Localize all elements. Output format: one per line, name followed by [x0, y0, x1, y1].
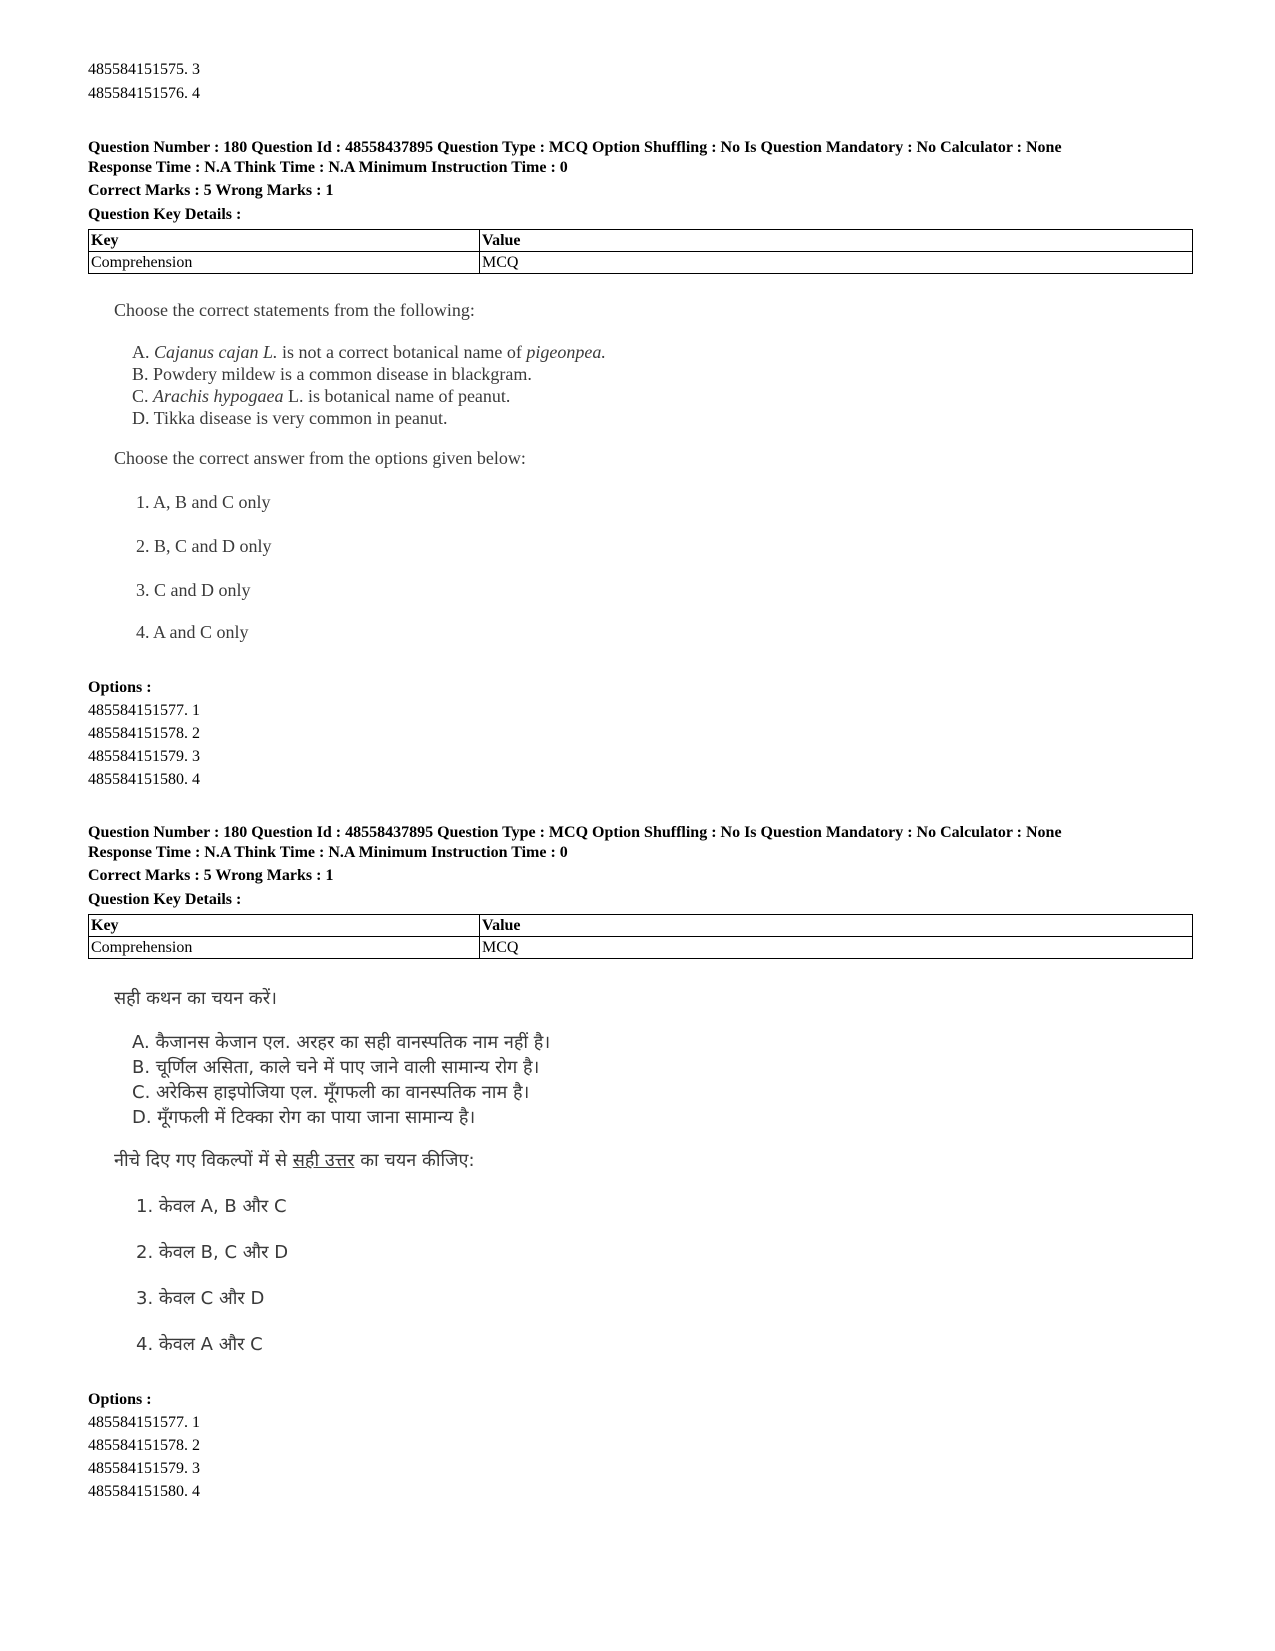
option-line: 485584151576. 4 — [88, 85, 200, 102]
value-header: Value — [480, 915, 1193, 937]
key-header: Key — [89, 230, 480, 252]
key-header: Key — [89, 915, 480, 937]
question-prompt: Choose the correct statements from the following: — [114, 300, 475, 320]
key-details-table — [88, 229, 1193, 274]
answer-choice: 4. केवल A और C — [136, 1334, 263, 1355]
statement-c: C. अरेकिस हाइपोजिया एल. मूँगफली का वानस्पतिक नाम है। — [132, 1082, 530, 1103]
value-header: Value — [480, 230, 1193, 252]
answer-choice: 4. A and C only — [136, 622, 249, 642]
question-image-hindi — [112, 986, 632, 1366]
question-prompt: सही कथन का चयन करें। — [114, 988, 277, 1009]
key-details-label: Question Key Details : — [88, 891, 242, 908]
question-instruction: Choose the correct answer from the options given below: — [114, 448, 526, 468]
key-details-label: Question Key Details : — [88, 206, 242, 223]
statement-c: C. Arachis hypogaea L. is botanical name of peanut. — [132, 386, 511, 406]
answer-choice: 1. केवल A, B और C — [136, 1196, 287, 1217]
answer-choice: 3. केवल C और D — [136, 1288, 265, 1309]
question-image-english — [112, 300, 672, 670]
option-line: 485584151578. 2 — [88, 725, 200, 742]
question-instruction: नीचे दिए गए विकल्पों में से सही उत्तर का चयन कीजिए: — [114, 1150, 475, 1171]
answer-choice: 2. B, C and D only — [136, 536, 272, 556]
option-line: 485584151579. 3 — [88, 1460, 200, 1477]
options-label: Options : — [88, 1391, 152, 1408]
question-marks: Correct Marks : 5 Wrong Marks : 1 — [88, 182, 334, 199]
option-line: 485584151580. 4 — [88, 1483, 200, 1500]
question-header-timing: Response Time : N.A Think Time : N.A Minimum Instruction Time : 0 — [88, 159, 568, 176]
option-line: 485584151578. 2 — [88, 1437, 200, 1454]
option-line: 485584151579. 3 — [88, 748, 200, 765]
statement-b: B. Powdery mildew is a common disease in blackgram. — [132, 364, 532, 384]
question-marks: Correct Marks : 5 Wrong Marks : 1 — [88, 867, 334, 884]
statement-d: D. Tikka disease is very common in peanut. — [132, 408, 448, 428]
option-line: 485584151580. 4 — [88, 771, 200, 788]
question-header: Question Number : 180 Question Id : 48558437895 Question Type : MCQ Option Shuffling : No Is Question Mandatory : No Calculator : None — [88, 139, 1062, 156]
statement-b: B. चूर्णिल असिता, काले चने में पाए जाने वाली सामान्य रोग है। — [132, 1057, 540, 1078]
answer-choice: 1. A, B and C only — [136, 492, 271, 512]
key-details-table — [88, 914, 1193, 959]
answer-choice: 3. C and D only — [136, 580, 251, 600]
question-header-timing: Response Time : N.A Think Time : N.A Minimum Instruction Time : 0 — [88, 844, 568, 861]
key-cell: Comprehension — [89, 937, 480, 959]
key-cell: Comprehension — [89, 252, 480, 274]
option-line: 485584151577. 1 — [88, 702, 200, 719]
option-line: 485584151577. 1 — [88, 1414, 200, 1431]
statement-a: A. Cajanus cajan L. is not a correct botanical name of pigeonpea. — [132, 342, 606, 362]
option-line: 485584151575. 3 — [88, 61, 200, 78]
options-label: Options : — [88, 679, 152, 696]
statement-d: D. मूँगफली में टिक्का रोग का पाया जाना सामान्य है। — [132, 1107, 476, 1128]
value-cell: MCQ — [480, 937, 1193, 959]
question-header: Question Number : 180 Question Id : 48558437895 Question Type : MCQ Option Shuffling : No Is Question Mandatory : No Calculator : None — [88, 824, 1062, 841]
value-cell: MCQ — [480, 252, 1193, 274]
answer-choice: 2. केवल B, C और D — [136, 1242, 289, 1263]
statement-a: A. कैजानस केजान एल. अरहर का सही वानस्पतिक नाम नहीं है। — [132, 1032, 551, 1053]
